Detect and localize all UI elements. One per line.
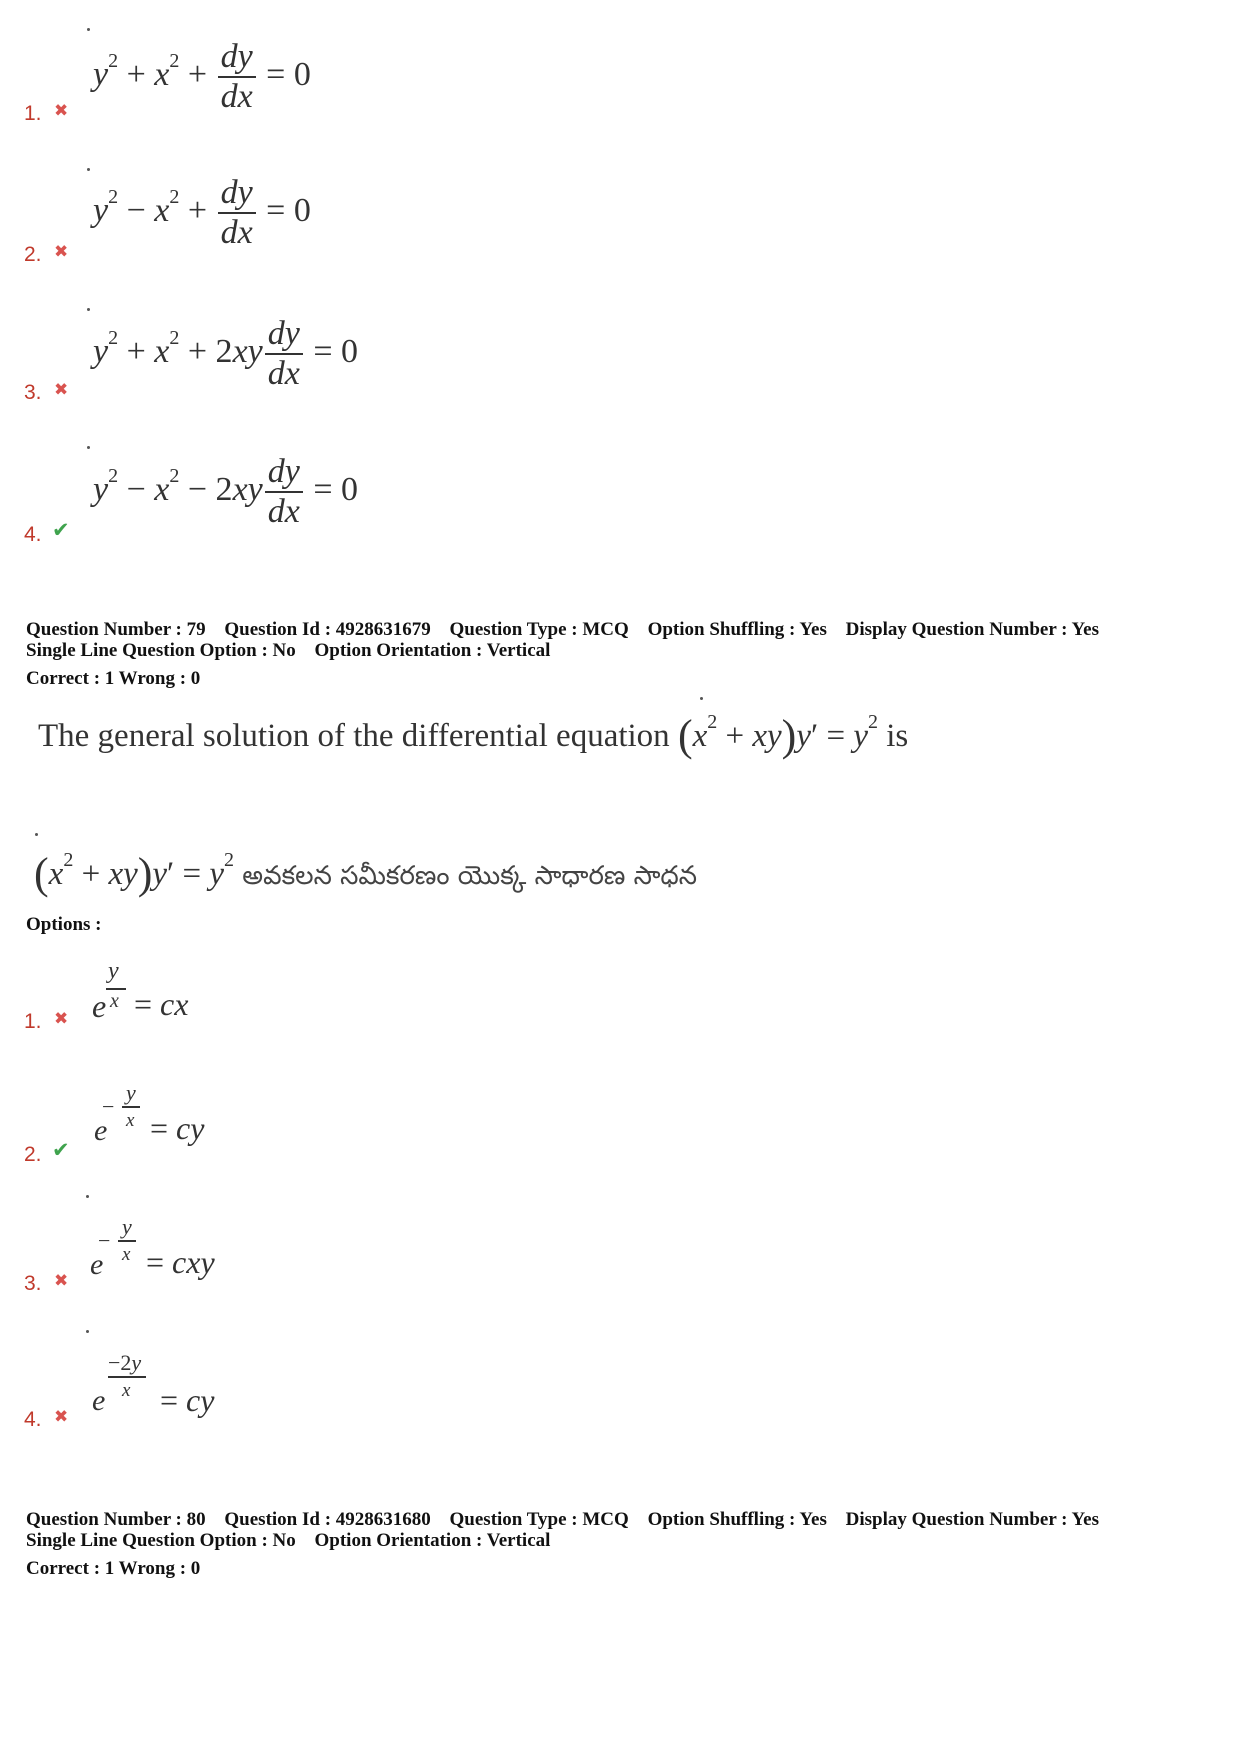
option-expression: −2y e x = cy: [92, 1350, 215, 1418]
question-80-marks: Correct : 1 Wrong : 0: [26, 1558, 201, 1579]
question-80-meta-line-1: [26, 1509, 1113, 1531]
telugu-text: అవకలన సమీకరణం యొక్క సాధారణ సాధన: [242, 861, 698, 891]
option-number: 2.: [24, 243, 42, 266]
cross-icon: ✖: [54, 101, 69, 121]
cross-icon: ✖: [54, 1407, 69, 1427]
image-dot: [86, 1330, 89, 1333]
image-dot: [700, 697, 703, 700]
option-orientation: Option Orientation : Vertical: [314, 1530, 551, 1551]
option-number: 3.: [24, 381, 42, 404]
question-id: Question Id : 4928631679: [224, 619, 431, 640]
option-number: 4.: [24, 523, 42, 546]
question-number: Question Number : 80: [26, 1509, 206, 1530]
option-number: 1.: [24, 1010, 42, 1033]
option-expression: − y e x = cxy: [90, 1214, 215, 1281]
option-expression: − y e x = cy: [94, 1080, 205, 1147]
question-79-meta-line-1: [26, 619, 1113, 641]
option-orientation: Option Orientation : Vertical: [314, 640, 551, 661]
check-icon: ✔: [52, 518, 70, 542]
option-expression: $y^2 - x^2$ + $\frac{dy}{dx}$ = 0: [93, 174, 311, 251]
image-dot: [87, 28, 90, 31]
question-type: Question Type : MCQ: [449, 1509, 629, 1530]
option-expression: y e x = cx: [92, 958, 189, 1024]
question-text-telugu: $(x^2 + xy)y' = y^2$ అవకలన సమీకరణం యొక్క సాధారణ సాధన: [34, 849, 698, 898]
options-label: Options :: [26, 914, 102, 935]
question-id: Question Id : 4928631680: [224, 1509, 431, 1530]
cross-icon: ✖: [54, 380, 69, 400]
question-text-suffix: is: [886, 718, 909, 754]
question-79-meta-line-2: [26, 640, 564, 662]
question-type: Question Type : MCQ: [449, 619, 629, 640]
image-dot: [87, 168, 90, 171]
option-number: 1.: [24, 102, 42, 125]
image-dot: [87, 308, 90, 311]
question-79-marks: Correct : 1 Wrong : 0: [26, 668, 201, 689]
option-shuffling: Option Shuffling : Yes: [647, 619, 827, 640]
cross-icon: ✖: [54, 1009, 69, 1029]
option-expression: $y^2 - x^2 - 2xy$ $\frac{dy}{dx}$ = 0: [93, 453, 359, 530]
display-question-number: Display Question Number : Yes: [845, 619, 1099, 640]
question-text-english: The general solution of the differential equation $(x^2 + xy)y' = y^2$ is: [38, 711, 909, 760]
image-dot: [35, 833, 38, 836]
option-shuffling: Option Shuffling : Yes: [647, 1509, 827, 1530]
cross-icon: ✖: [54, 1271, 69, 1291]
option-expression: $y^2 + x^2$ + $\frac{dy}{dx}$ = 0: [93, 38, 311, 115]
option-expression: $y^2 + x^2 + 2xy$ $\frac{dy}{dx}$ = 0: [93, 315, 359, 392]
display-question-number: Display Question Number : Yes: [845, 1509, 1099, 1530]
option-number: 4.: [24, 1408, 42, 1431]
cross-icon: ✖: [54, 242, 69, 262]
check-icon: ✔: [52, 1138, 70, 1162]
question-number: Question Number : 79: [26, 619, 206, 640]
image-dot: [86, 1195, 89, 1198]
question-text-prefix: The general solution of the differential equation: [38, 718, 670, 754]
option-number: 2.: [24, 1143, 42, 1166]
option-number: 3.: [24, 1272, 42, 1295]
question-80-meta-line-2: [26, 1530, 564, 1552]
image-dot: [87, 446, 90, 449]
single-line-option: Single Line Question Option : No: [26, 640, 296, 661]
single-line-option: Single Line Question Option : No: [26, 1530, 296, 1551]
